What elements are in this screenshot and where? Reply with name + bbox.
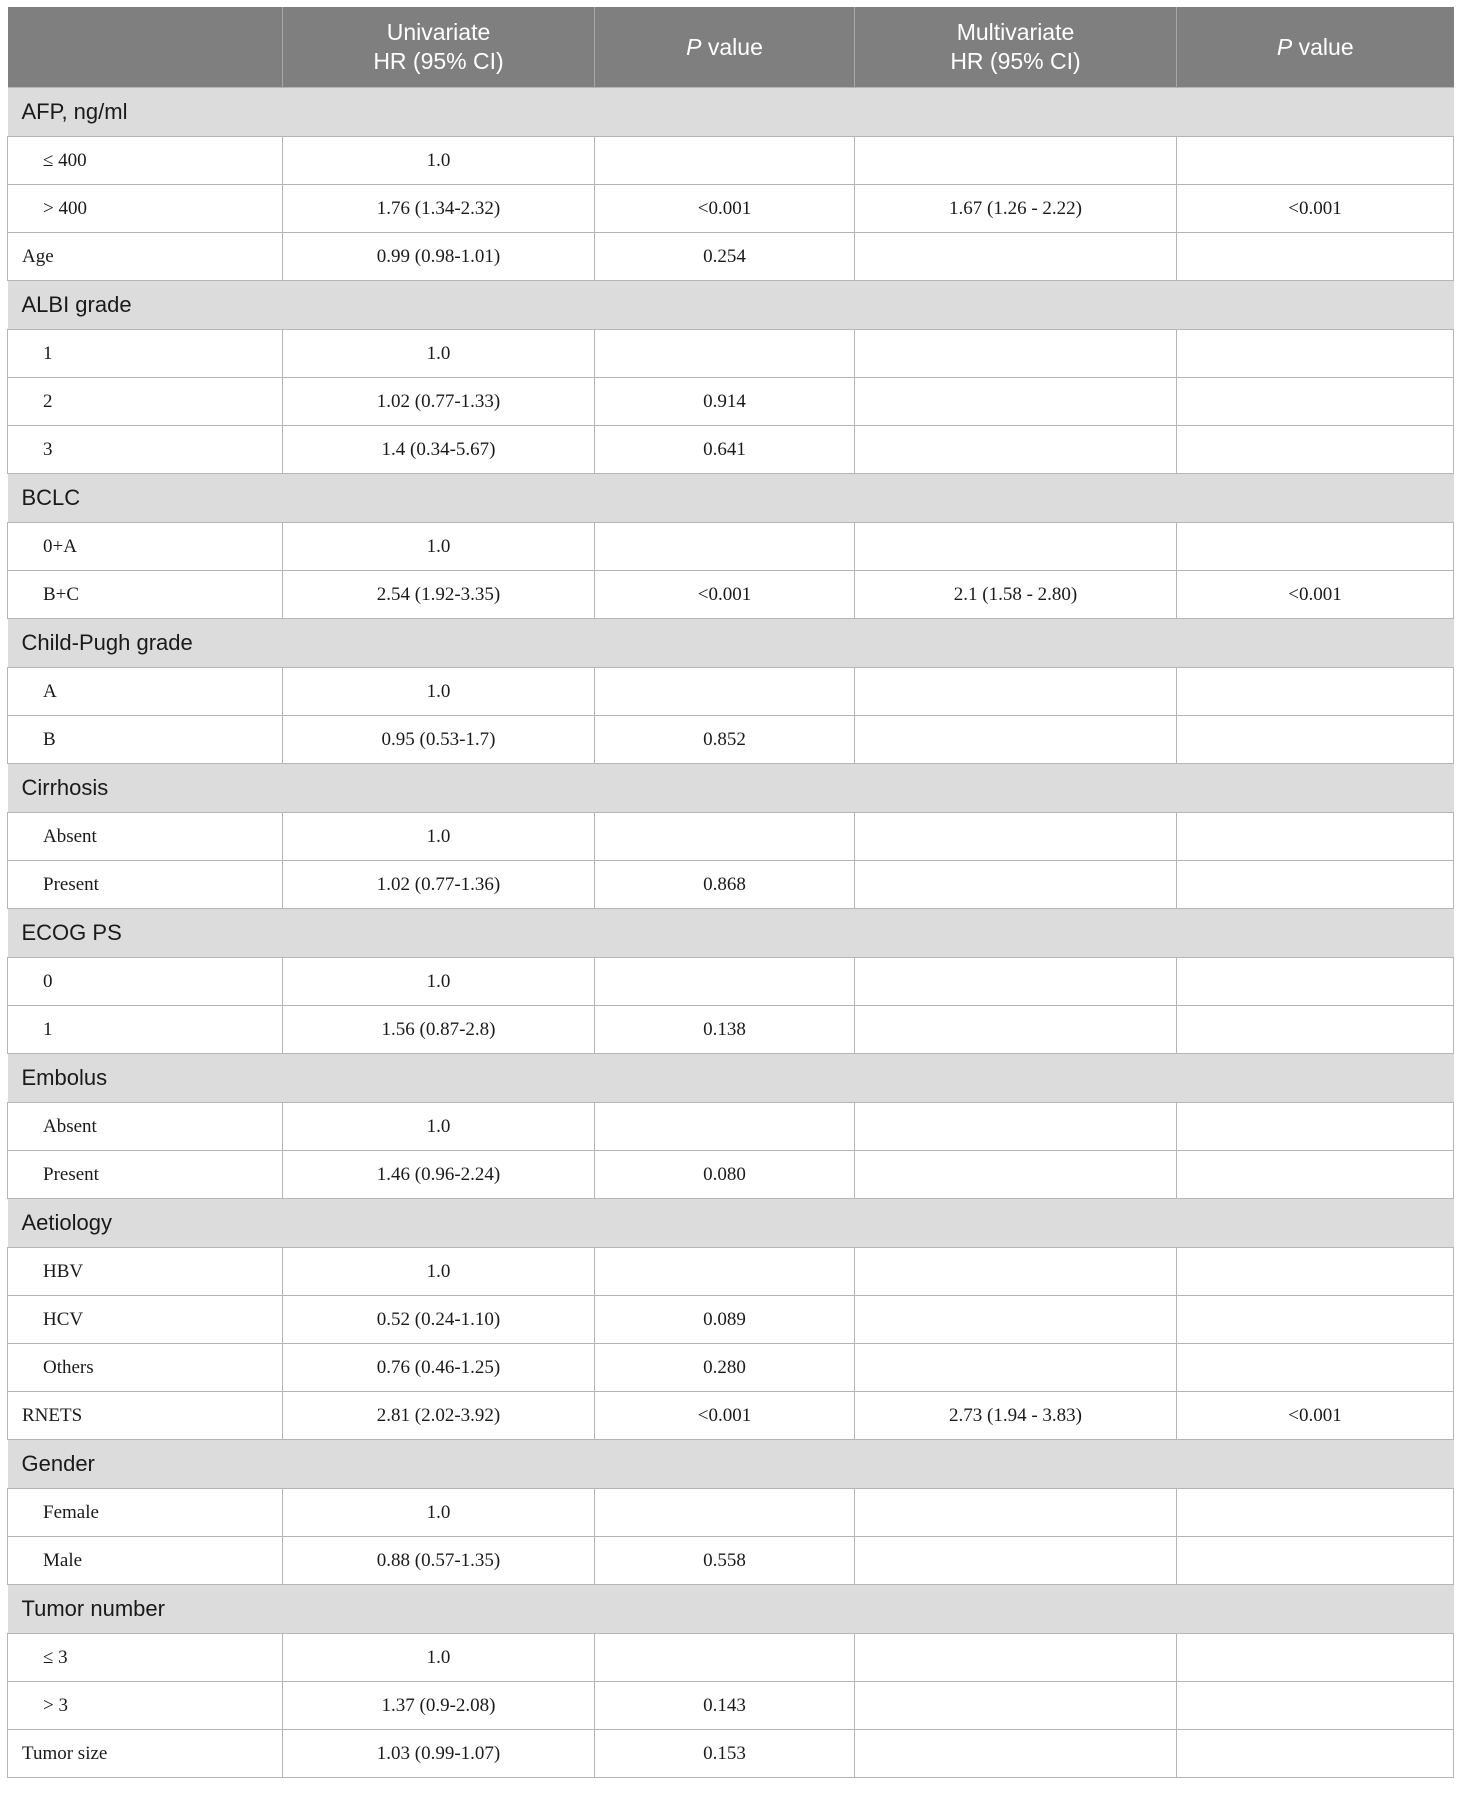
group-label: AFP, ng/ml [8, 88, 1454, 137]
variable-cell: Tumor size [8, 1730, 283, 1778]
variable-cell: Present [8, 861, 283, 909]
variable-cell: Others [8, 1344, 283, 1392]
multivariate-p-cell [1177, 813, 1454, 861]
univariate-p-cell [595, 1634, 855, 1682]
multivariate-hr-cell [855, 1248, 1177, 1296]
univariate-hr-cell: 0.99 (0.98-1.01) [283, 233, 595, 281]
multivariate-p-cell [1177, 1248, 1454, 1296]
univariate-hr-cell: 1.0 [283, 1489, 595, 1537]
univariate-p-cell: <0.001 [595, 1392, 855, 1440]
univariate-p-cell: 0.143 [595, 1682, 855, 1730]
univariate-hr-cell: 1.0 [283, 1634, 595, 1682]
table-row [8, 1344, 1454, 1392]
multivariate-p-cell [1177, 1151, 1454, 1199]
univariate-p-cell [595, 668, 855, 716]
variable-cell: A [8, 668, 283, 716]
univariate-hr-cell: 1.0 [283, 958, 595, 1006]
table-row [8, 1537, 1454, 1585]
multivariate-hr-cell [855, 1489, 1177, 1537]
table-group-row [8, 909, 1454, 958]
multivariate-p-cell: <0.001 [1177, 1392, 1454, 1440]
multivariate-p-cell [1177, 523, 1454, 571]
table-row [8, 861, 1454, 909]
univariate-p-cell: 0.868 [595, 861, 855, 909]
univariate-hr-cell: 1.0 [283, 813, 595, 861]
group-label: ALBI grade [8, 281, 1454, 330]
multivariate-hr-cell [855, 813, 1177, 861]
variable-cell: HBV [8, 1248, 283, 1296]
multivariate-p-cell [1177, 330, 1454, 378]
multivariate-hr-cell [855, 1296, 1177, 1344]
multivariate-p-cell [1177, 1296, 1454, 1344]
table-group-row [8, 1585, 1454, 1634]
univariate-hr-cell: 1.76 (1.34-2.32) [283, 185, 595, 233]
multivariate-hr-cell [855, 861, 1177, 909]
univariate-p-cell: <0.001 [595, 571, 855, 619]
table-row [8, 1489, 1454, 1537]
table-row [8, 1296, 1454, 1344]
variable-cell: > 400 [8, 185, 283, 233]
group-label: Child-Pugh grade [8, 619, 1454, 668]
variable-cell: ≤ 3 [8, 1634, 283, 1682]
multivariate-hr-cell [855, 1151, 1177, 1199]
multivariate-p-cell [1177, 1103, 1454, 1151]
univariate-p-cell: 0.089 [595, 1296, 855, 1344]
univariate-hr-cell: 1.56 (0.87-2.8) [283, 1006, 595, 1054]
table-group-row [8, 1199, 1454, 1248]
header-p-value-multivariate: P value [1177, 7, 1454, 88]
univariate-hr-cell: 1.46 (0.96-2.24) [283, 1151, 595, 1199]
univariate-p-cell: <0.001 [595, 185, 855, 233]
multivariate-hr-cell [855, 1103, 1177, 1151]
table-group-row [8, 88, 1454, 137]
multivariate-p-cell [1177, 1682, 1454, 1730]
univariate-hr-cell: 1.0 [283, 1248, 595, 1296]
univariate-hr-cell: 1.37 (0.9-2.08) [283, 1682, 595, 1730]
table-row [8, 1248, 1454, 1296]
univariate-hr-cell: 2.81 (2.02-3.92) [283, 1392, 595, 1440]
table-row [8, 330, 1454, 378]
multivariate-hr-cell [855, 233, 1177, 281]
variable-cell: 0+A [8, 523, 283, 571]
multivariate-hr-cell [855, 716, 1177, 764]
group-label: ECOG PS [8, 909, 1454, 958]
table-body [8, 88, 1454, 1778]
table-header-row [8, 7, 1454, 88]
table-row [8, 378, 1454, 426]
group-label: Aetiology [8, 1199, 1454, 1248]
univariate-p-cell: 0.080 [595, 1151, 855, 1199]
table-group-row [8, 474, 1454, 523]
multivariate-p-cell: <0.001 [1177, 185, 1454, 233]
univariate-p-cell: 0.153 [595, 1730, 855, 1778]
variable-cell: 1 [8, 330, 283, 378]
univariate-hr-cell: 1.03 (0.99-1.07) [283, 1730, 595, 1778]
table-row [8, 958, 1454, 1006]
table-row [8, 1634, 1454, 1682]
header-p-value-univariate: P value [595, 7, 855, 88]
group-label: Tumor number [8, 1585, 1454, 1634]
variable-cell: Absent [8, 813, 283, 861]
table-group-row [8, 619, 1454, 668]
univariate-p-cell [595, 330, 855, 378]
multivariate-p-cell [1177, 668, 1454, 716]
univariate-p-cell: 0.641 [595, 426, 855, 474]
variable-cell: 2 [8, 378, 283, 426]
table-row [8, 1151, 1454, 1199]
univariate-hr-cell: 1.4 (0.34-5.67) [283, 426, 595, 474]
univariate-p-cell: 0.254 [595, 233, 855, 281]
multivariate-p-cell [1177, 378, 1454, 426]
univariate-p-cell: 0.138 [595, 1006, 855, 1054]
multivariate-p-cell [1177, 716, 1454, 764]
univariate-p-cell [595, 958, 855, 1006]
table-row [8, 1682, 1454, 1730]
table-group-row [8, 1054, 1454, 1103]
multivariate-hr-cell [855, 1344, 1177, 1392]
group-label: Cirrhosis [8, 764, 1454, 813]
univariate-p-cell [595, 813, 855, 861]
group-label: Embolus [8, 1054, 1454, 1103]
multivariate-hr-cell: 2.1 (1.58 - 2.80) [855, 571, 1177, 619]
variable-cell: Present [8, 1151, 283, 1199]
variable-cell: Absent [8, 1103, 283, 1151]
variable-cell: 1 [8, 1006, 283, 1054]
multivariate-hr-cell: 2.73 (1.94 - 3.83) [855, 1392, 1177, 1440]
univariate-hr-cell: 1.0 [283, 1103, 595, 1151]
univariate-hr-cell: 0.76 (0.46-1.25) [283, 1344, 595, 1392]
univariate-p-cell: 0.914 [595, 378, 855, 426]
multivariate-p-cell [1177, 861, 1454, 909]
variable-cell: > 3 [8, 1682, 283, 1730]
multivariate-hr-cell: 1.67 (1.26 - 2.22) [855, 185, 1177, 233]
univariate-hr-cell: 1.0 [283, 523, 595, 571]
multivariate-p-cell [1177, 1537, 1454, 1585]
multivariate-hr-cell [855, 1537, 1177, 1585]
univariate-hr-cell: 2.54 (1.92-3.35) [283, 571, 595, 619]
multivariate-hr-cell [855, 1730, 1177, 1778]
univariate-p-cell [595, 523, 855, 571]
variable-cell: B+C [8, 571, 283, 619]
multivariate-hr-cell [855, 426, 1177, 474]
univariate-hr-cell: 1.0 [283, 137, 595, 185]
univariate-p-cell: 0.280 [595, 1344, 855, 1392]
variable-cell: 0 [8, 958, 283, 1006]
table-row [8, 1392, 1454, 1440]
hazard-ratio-table [7, 7, 1454, 1778]
multivariate-hr-cell [855, 378, 1177, 426]
variable-cell: 3 [8, 426, 283, 474]
multivariate-hr-cell [855, 1006, 1177, 1054]
variable-cell: ≤ 400 [8, 137, 283, 185]
univariate-p-cell [595, 1248, 855, 1296]
univariate-hr-cell: 1.0 [283, 668, 595, 716]
variable-cell: Male [8, 1537, 283, 1585]
table-row [8, 813, 1454, 861]
variable-cell: Female [8, 1489, 283, 1537]
table-row [8, 233, 1454, 281]
table-row [8, 426, 1454, 474]
multivariate-p-cell: <0.001 [1177, 571, 1454, 619]
multivariate-hr-cell [855, 330, 1177, 378]
multivariate-p-cell [1177, 1006, 1454, 1054]
univariate-hr-cell: 1.02 (0.77-1.33) [283, 378, 595, 426]
univariate-hr-cell: 1.0 [283, 330, 595, 378]
multivariate-p-cell [1177, 1344, 1454, 1392]
variable-cell: HCV [8, 1296, 283, 1344]
multivariate-hr-cell [855, 1682, 1177, 1730]
multivariate-p-cell [1177, 1634, 1454, 1682]
multivariate-hr-cell [855, 668, 1177, 716]
table-group-row [8, 1440, 1454, 1489]
univariate-hr-cell: 0.88 (0.57-1.35) [283, 1537, 595, 1585]
multivariate-hr-cell [855, 137, 1177, 185]
table-row [8, 1006, 1454, 1054]
multivariate-p-cell [1177, 426, 1454, 474]
group-label: BCLC [8, 474, 1454, 523]
header-multivariate: Multivariate HR (95% CI) [855, 7, 1177, 88]
group-label: Gender [8, 1440, 1454, 1489]
table-group-row [8, 764, 1454, 813]
header-variable [8, 7, 283, 88]
multivariate-p-cell [1177, 1730, 1454, 1778]
univariate-hr-cell: 0.95 (0.53-1.7) [283, 716, 595, 764]
table-row [8, 523, 1454, 571]
variable-cell: RNETS [8, 1392, 283, 1440]
variable-cell: B [8, 716, 283, 764]
multivariate-p-cell [1177, 958, 1454, 1006]
table-group-row [8, 281, 1454, 330]
table-row [8, 137, 1454, 185]
table-row [8, 1103, 1454, 1151]
table-row [8, 1730, 1454, 1778]
univariate-p-cell [595, 1103, 855, 1151]
multivariate-p-cell [1177, 137, 1454, 185]
table-row [8, 571, 1454, 619]
multivariate-p-cell [1177, 233, 1454, 281]
univariate-hr-cell: 1.02 (0.77-1.36) [283, 861, 595, 909]
variable-cell: Age [8, 233, 283, 281]
header-univariate: Univariate HR (95% CI) [283, 7, 595, 88]
univariate-p-cell: 0.852 [595, 716, 855, 764]
multivariate-hr-cell [855, 958, 1177, 1006]
univariate-p-cell [595, 137, 855, 185]
univariate-p-cell: 0.558 [595, 1537, 855, 1585]
table-row [8, 668, 1454, 716]
table-row [8, 185, 1454, 233]
multivariate-hr-cell [855, 523, 1177, 571]
multivariate-hr-cell [855, 1634, 1177, 1682]
univariate-p-cell [595, 1489, 855, 1537]
multivariate-p-cell [1177, 1489, 1454, 1537]
table-row [8, 716, 1454, 764]
univariate-hr-cell: 0.52 (0.24-1.10) [283, 1296, 595, 1344]
